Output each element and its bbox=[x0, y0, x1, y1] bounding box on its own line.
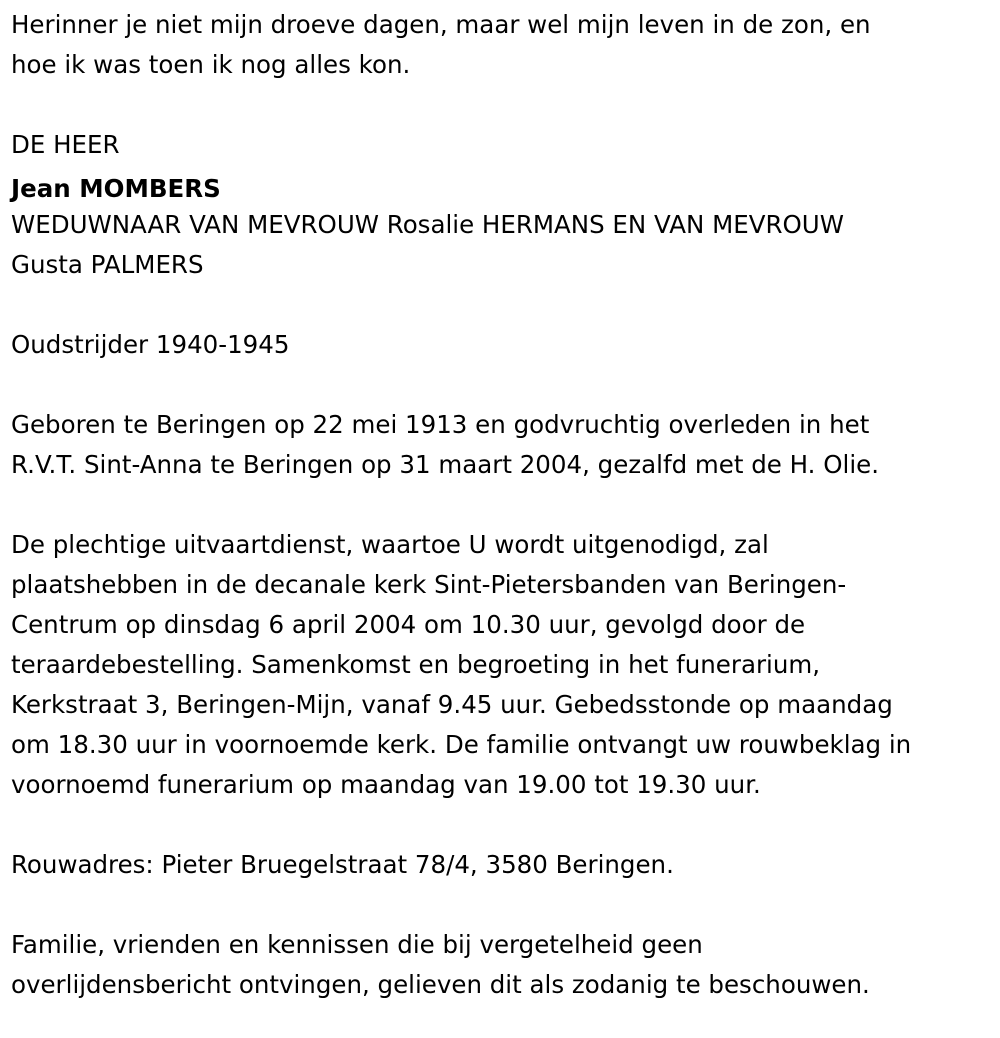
salutation: DE HEER bbox=[11, 130, 120, 159]
funeral-service-text: De plechtige uitvaartdienst, waartoe U wordt uitgenodigd, zal plaatshebben in de decanale kerk Sint-Pietersbanden van Beringen- Centrum op dinsdag 6 april 2004 om 10.30 uur, gevolgd door de teraardebestelling. Samenkomst en begroeting in het funerarium, Kerkstraat 3, Beringen-Mijn, vanaf 9.45 uur. Gebedsstonde op maandag om 18.30 uur in voornoemde kerk. De familie ontvangt uw rouwbeklag in voornoemd funerarium op maandag van 19.00 tot 19.30 uur. bbox=[11, 530, 912, 799]
deceased-name: Jean MOMBERS bbox=[11, 174, 221, 203]
relation-text: WEDUWNAAR VAN MEVROUW Rosalie HERMANS EN VAN MEVROUW Gusta PALMERS bbox=[11, 210, 844, 279]
birth-death-text: Geboren te Beringen op 22 mei 1913 en godvruchtig overleden in het R.V.T. Sint-Anna te Beringen op 31 maart 2004, gezalfd met de H. Olie. bbox=[11, 410, 879, 479]
mourning-address: Rouwadres: Pieter Bruegelstraat 78/4, 3580 Beringen. bbox=[11, 850, 674, 879]
closing-text: Familie, vrienden en kennissen die bij vergetelheid geen overlijdensbericht ontvingen, gelieven dit als zodanig te beschouwen. bbox=[11, 930, 870, 999]
veteran-text: Oudstrijder 1940-1945 bbox=[11, 330, 290, 359]
obituary-notice bbox=[11, 0, 996, 1005]
motto-text: Herinner je niet mijn droeve dagen, maar wel mijn leven in de zon, en hoe ik was toen ik nog alles kon. bbox=[11, 10, 871, 79]
